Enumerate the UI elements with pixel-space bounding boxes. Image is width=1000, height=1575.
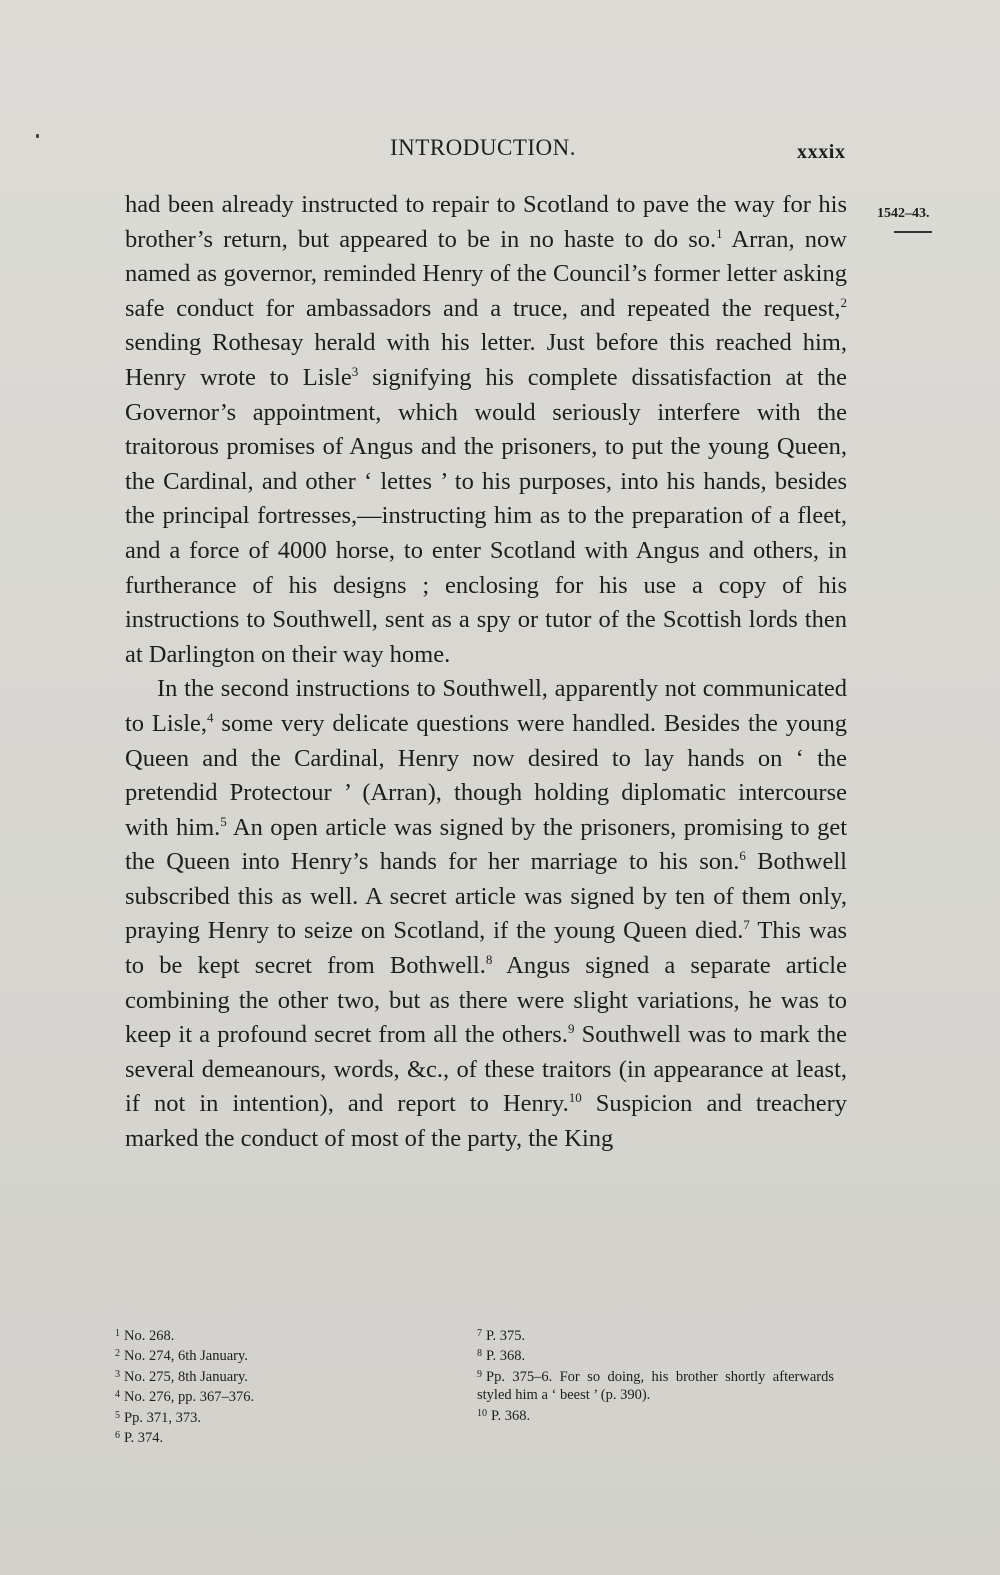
footnote-text: No. 268. [124, 1328, 175, 1344]
footnote-text: P. 374. [124, 1430, 164, 1447]
footnote [115, 1427, 445, 1447]
footnote-number: 2 [115, 1348, 120, 1360]
text-run: some very delicate questions were handled. Besides the young Queen and the Cardinal, Henry now desired to lay hands on ‘ the pretendid Protectour ’ (Arran), though holding diplomatic intercourse with him. [125, 709, 848, 841]
text-run: Southwell was to mark the several demeanours, words, &c., of these traitors (in appearance at least, if not in intention), and report to Henry. [125, 1021, 847, 1118]
paragraph-2 [125, 672, 847, 1156]
footnote [115, 1407, 445, 1427]
footnotes-right-column [477, 1325, 834, 1425]
footnote-ref: 6 [739, 848, 746, 864]
ink-speck [36, 134, 39, 138]
footnote [115, 1325, 445, 1345]
footnote-number: 1 [115, 1328, 120, 1339]
footnote-text: Pp. 375–6. For so doing, his brother shortly afterwards styled him a ‘ beest ’ (p. 390). [477, 1368, 834, 1404]
footnote [115, 1366, 445, 1386]
text-run: This was to be kept secret from Bothwell. [125, 917, 847, 980]
footnote-ref: 2 [840, 294, 847, 310]
footnote-number: 5 [115, 1409, 120, 1421]
footnote-number: 4 [115, 1389, 120, 1401]
body-text [125, 188, 847, 1157]
footnote-text: P. 368. [491, 1407, 531, 1424]
text-run: sending Rothesay herald with his letter. Just before this reached him, Henry wrote to Lisle [125, 329, 847, 391]
footnote-number: 7 [477, 1328, 482, 1339]
footnote-ref: 4 [207, 709, 214, 725]
text-run: Arran, now named as governor, reminded Henry of the Council’s former letter asking safe conduct for ambassadors and a truce, and repeated the request, [125, 225, 847, 322]
text-run: had been already instructed to repair to Scotland to pave the way for his brother’s return, but appeared to be in no haste to do so. [125, 191, 847, 253]
text-run: Angus signed a separate article combining the other two, but as there were slight variations, he was to keep it a profound secret from all the others. [125, 952, 847, 1049]
footnote [115, 1345, 445, 1365]
page-number: xxxix [797, 141, 846, 163]
footnote-ref: 3 [351, 363, 359, 379]
footnote-ref: 9 [567, 1021, 575, 1037]
footnote-text: No. 276, pp. 367–376. [124, 1389, 255, 1406]
footnote-number: 8 [477, 1348, 482, 1360]
paragraph-1 [125, 188, 847, 672]
footnote-number: 3 [115, 1368, 120, 1380]
footnote-text: No. 275, 8th January. [124, 1368, 248, 1385]
footnote-ref: 10 [568, 1090, 582, 1106]
footnotes-left-column [115, 1325, 445, 1447]
text-run: An open article was signed by the prisoners, promising to get the Queen into Henry’s hands for her marriage to his son. [125, 813, 848, 876]
text-run: signifying his complete dissatisfaction at the Governor’s appointment, which would seriously interfere with the traitorous promises of Angus and the prisoners, to put the young Queen, the Cardinal, and other ‘ lettes ’ to his purposes, into his hands, besides the principal fortresses,—instructing him as to the preparation of a fleet, and a force of 4000 horse, to enter Scotland with Angus and others, in furtherance of his designs ; enclosing for his use a copy of his instructions to Southwell, sent as a spy or tutor of the Scottish lords then at Darlington on their way home. [125, 363, 848, 668]
footnote-ref: 5 [220, 813, 227, 829]
margin-date: 1542–43. [877, 206, 930, 221]
footnote-number: 6 [115, 1430, 120, 1442]
footnote [477, 1405, 834, 1425]
footnote-ref: 7 [743, 917, 750, 933]
text-run: In the second instructions to Southwell, apparently not communicated to Lisle, [125, 675, 847, 737]
footnote [477, 1345, 834, 1365]
footnote [477, 1366, 834, 1405]
footnote-text: P. 368. [486, 1348, 526, 1365]
margin-rule [894, 231, 932, 233]
running-head: INTRODUCTION. [390, 135, 577, 160]
text-run: Suspicion and treachery marked the conduct of most of the party, the King [125, 1090, 847, 1153]
footnote-number: 9 [477, 1368, 482, 1380]
footnote-number: 10 [477, 1407, 487, 1419]
footnote-text: No. 274, 6th January. [124, 1348, 248, 1365]
footnote-ref: 1 [716, 225, 723, 241]
text-run: Bothwell subscribed this as well. A secret article was signed by ten of them only, praying Henry to seize on Scotland, if the young Queen died. [125, 848, 847, 945]
footnote-ref: 8 [485, 952, 493, 968]
footnote-text: Pp. 371, 373. [124, 1409, 201, 1426]
footnote [477, 1325, 834, 1345]
footnote [115, 1386, 445, 1406]
footnote-text: P. 375. [486, 1328, 526, 1344]
